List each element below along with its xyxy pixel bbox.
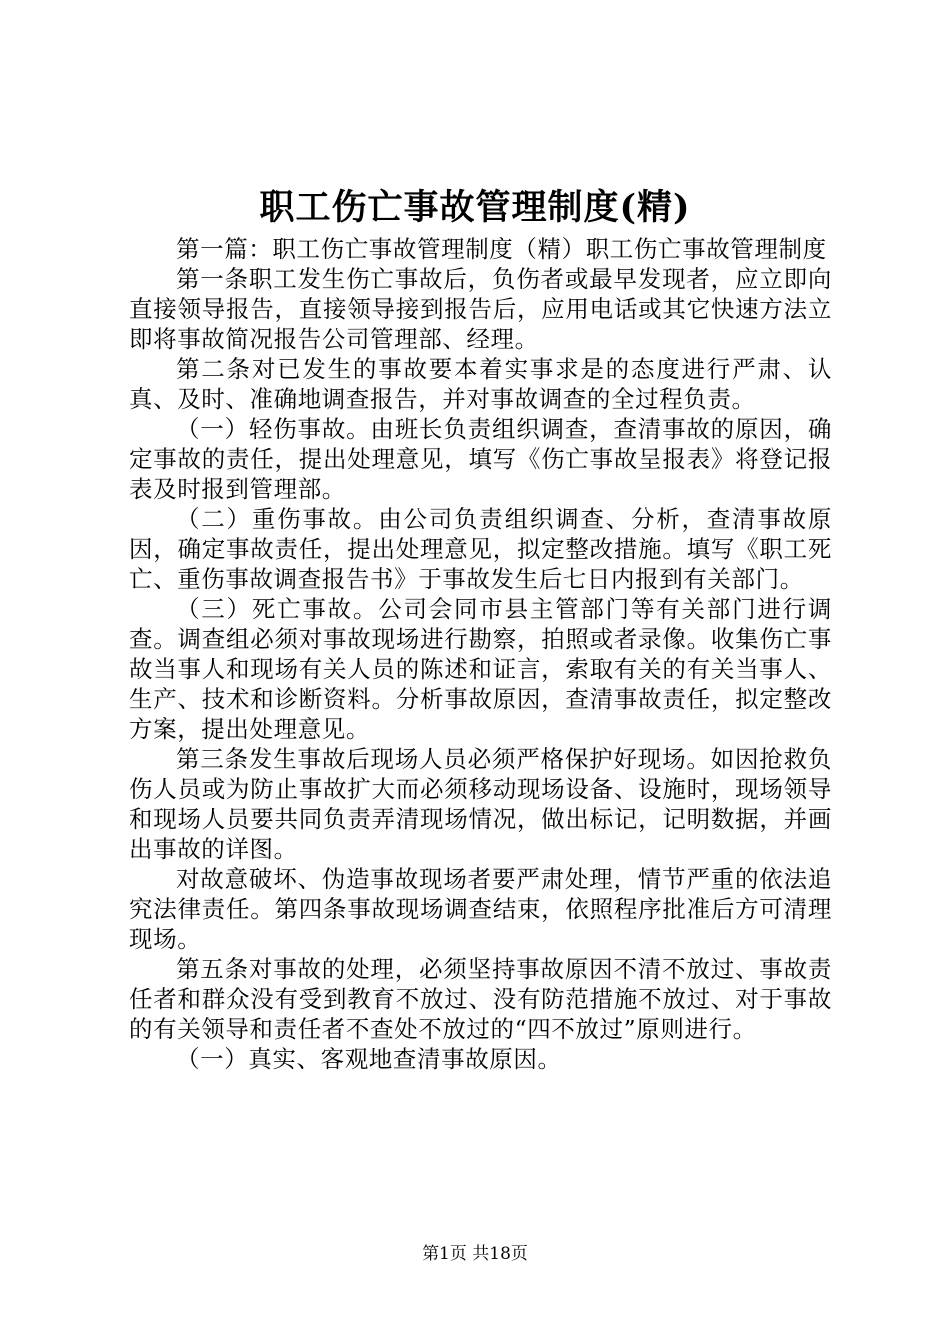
paragraph-2: 第一条职工发生伤亡事故后，负伤者或最早发现者，应立即向直接领导报告，直接领导接到报告后，应用电话或其它快速方法立即将事故简况报告公司管理部、经理。 [129, 265, 832, 353]
paragraph-8: 对故意破坏、伪造事故现场者要严肃处理，情节严重的依法追究法律责任。第四条事故现场调查结束，依照程序批准后方可清理现场。 [129, 865, 832, 953]
paragraph-3: 第二条对已发生的事故要本着实事求是的态度进行严肃、认真、及时、准确地调查报告，并对事故调查的全过程负责。 [129, 355, 832, 413]
paragraph-7: 第三条发生事故后现场人员必须严格保护好现场。如因抢救负伤人员或为防止事故扩大而必须移动现场设备、设施时，现场领导和现场人员要共同负责弄清现场情况，做出标记，记明数据，并画出事故的详图。 [129, 745, 832, 863]
page-footer: 第1页 共18页 [422, 1244, 528, 1264]
paragraph-6: （三）死亡事故。公司会同市县主管部门等有关部门进行调查。调查组必须对事故现场进行勘察，拍照或者录像。收集伤亡事故当事人和现场有关人员的陈述和证言，索取有关的有关当事人、生产、技术和诊断资料。分析事故原因，查清事故责任，拟定整改方案，提出处理意见。 [129, 595, 832, 743]
paragraph-10: （一）真实、客观地查清事故原因。 [176, 1045, 562, 1073]
document-body [129, 234, 832, 1074]
document-title: 职工伤亡事故管理制度(精) [259, 187, 691, 228]
paragraph-9: 第五条对事故的处理，必须坚持事故原因不清不放过、事故责任者和群众没有受到教育不放过、没有防范措施不放过、对于事故的有关领导和责任者不查处不放过的“四不放过”原则进行。 [129, 955, 832, 1043]
paragraph-5: （二）重伤事故。由公司负责组织调查、分析，查清事故原因，确定事故责任，提出处理意见，拟定整改措施。填写《职工死亡、重伤事故调查报告书》于事故发生后七日内报到有关部门。 [129, 505, 832, 593]
paragraph-1: 第一篇：职工伤亡事故管理制度（精）职工伤亡事故管理制度 [176, 235, 827, 263]
paragraph-4: （一）轻伤事故。由班长负责组织调查，查清事故的原因，确定事故的责任，提出处理意见，填写《伤亡事故呈报表》将登记报表及时报到管理部。 [129, 415, 832, 503]
